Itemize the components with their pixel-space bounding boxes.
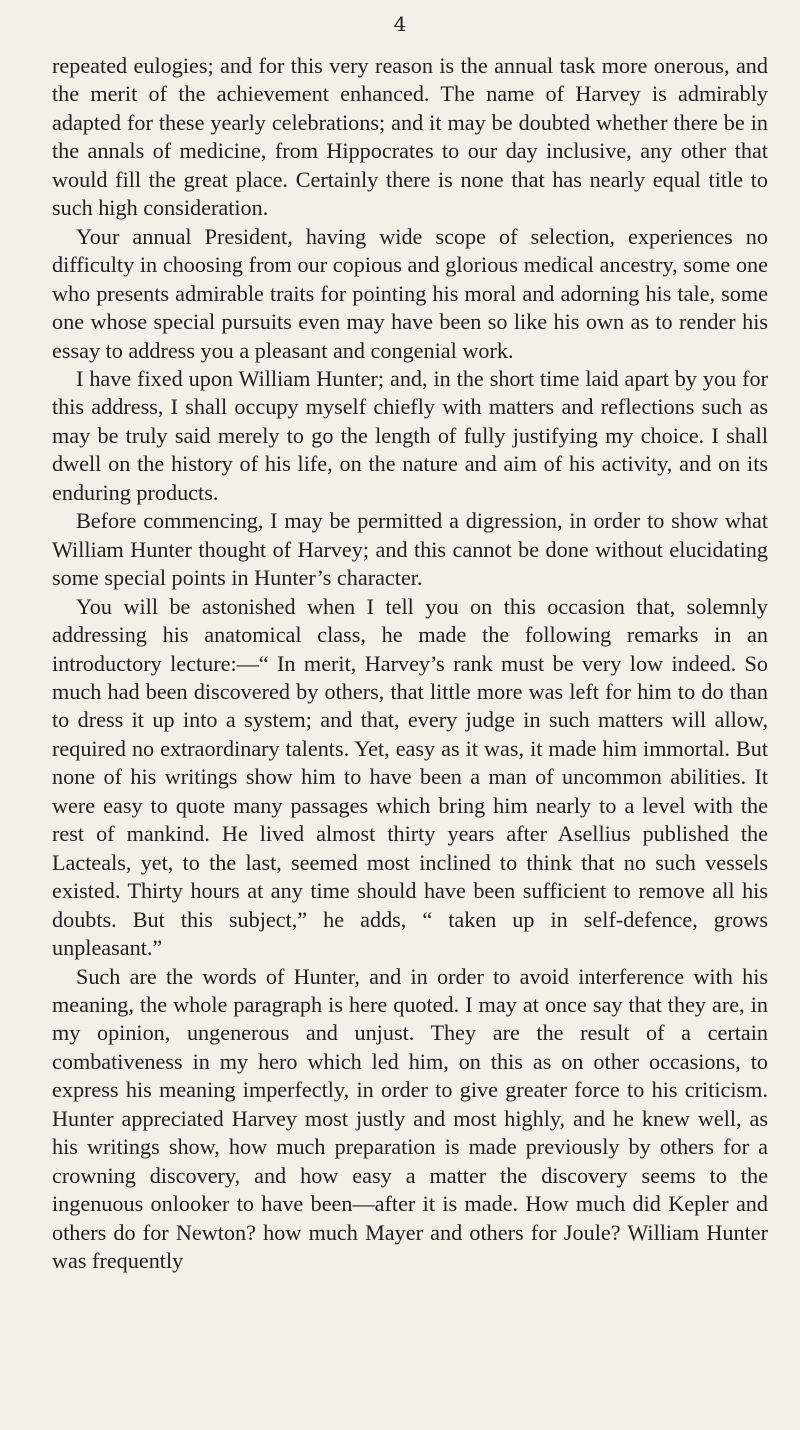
page-number: 4 [393,12,407,36]
paragraph-eulogies: repeated eulogies; and for this very reason is the annual task more onerous, and the merit of the achievement enhanced. The name of Harvey is admirably adapted for these yearly celebrations; and it may be doubted whether there be in the annals of medicine, from Hippocrates to our day inclusive, any other that would fill the great place. Certainly there is none that has nearly equal title to such high consideration. [52,53,768,221]
paragraph-william-hunter: I have fixed upon William Hunter; and, in the short time laid apart by you for this address, I shall occupy myself chiefly with matters and reflections such as may be truly said merely to go the length of fully justifying my choice. I shall dwell on the history of his life, on the nature and aim of his activity, and on its enduring products. [52,365,768,505]
body-text [52,52,768,1275]
paragraph-digression: Before commencing, I may be permitted a digression, in order to show what William Hunter thought of Harvey; and this cannot be done without elucidating some special points in Hunter’s character. [52,508,768,591]
paragraph-lecture-quote: You will be astonished when I tell you on this occasion that, solemnly addressing his anatomical class, he made the following remarks in an introductory lecture:—“ In merit, Harvey’s rank must be very low indeed. So much had been discovered by others, that little more was left for him to do than to dress it up into a system; and that, every judge in such matters will allow, required no extraordinary talents. Yet, easy as it was, it made him immortal. But none of his writings show him to have been a man of uncommon abilities. It were easy to quote many passages which bring him nearly to a level with the rest of mankind. He lived almost thirty years after Asellius published the Lacteals, yet, to the last, seemed most inclined to think that no such vessels existed. Thirty hours at any time should have been sufficient to remove all his doubts. But this subject,” he adds, “ taken up in self-defence, grows unpleasant.” [52,593,768,961]
paragraph-president: Your annual President, having wide scope of selection, experiences no difficulty in choosing from our copious and glorious medical ancestry, some one who presents admirable traits for pointing his moral and adorning his tale, some one whose special pursuits even may have been so like his own as to render his essay to address you a pleasant and congenial work. [52,223,768,363]
paragraph-hunter-words: Such are the words of Hunter, and in order to avoid interference with his meaning, the whole paragraph is here quoted. I may at once say that they are, in my opinion, ungenerous and unjust. They are the result of a certain combativeness in my hero which led him, on this as on other occasions, to express his meaning imperfectly, in order to give greater force to his criticism. Hunter appreciated Harvey most justly and most highly, and he knew well, as his writings show, how much preparation is made previously by others for a crowning discovery, and how easy a matter the discovery seems to the ingenuous onlooker to have been—after it is made. How much did Kepler and others do for Newton? how much Mayer and others for Joule? William Hunter was frequently [52,963,768,1274]
